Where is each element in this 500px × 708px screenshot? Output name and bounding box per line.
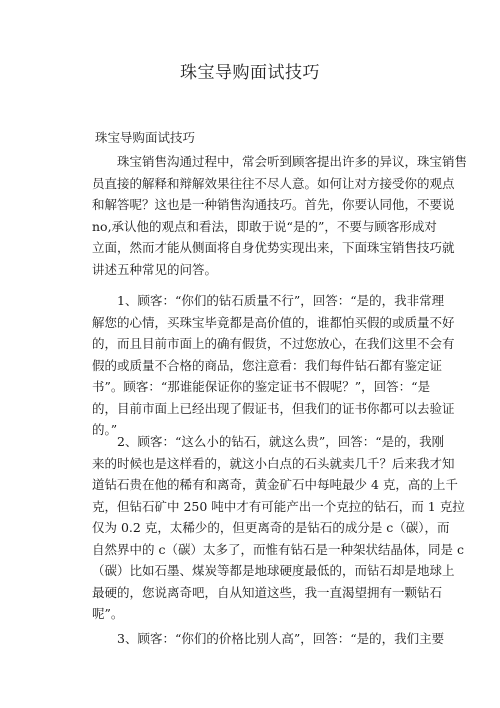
text-line: 道钻石贵在他的稀有和离奇，黄金矿石中每吨最少 4 克，高的上千 [92,477,458,492]
text-line: 呢”。 [92,606,124,621]
text-line: 来的时候也是这样看的，就这小白点的石头就卖几千？后来我才知 [92,455,455,471]
text-line: 的，而且目前市面上的确有假货，不过您放心，在我们这里不会有 [92,336,455,351]
text-line: 的。” [92,422,118,437]
text-line: 解您的心情，买珠宝毕竟都是高价值的，谁都怕买假的或质量不好 [92,314,455,330]
page-title: 珠宝导购面试技巧 [180,63,320,83]
document-subtitle: 珠宝导购面试技巧 [95,130,196,145]
paragraph-qa-2 [92,431,465,625]
text-line: 假的或质量不合格的商品，您注意看：我们每件钻石都有鉴定证 [92,357,443,373]
text-line: 立面，然而才能从侧面将自身优势实现出来，下面珠宝销售技巧就 [92,240,455,255]
text-line: 最硬的，您说离奇吧，自从知道这些，我一直渴望拥有一颗钻石 [92,584,443,600]
text-line: （碳）比如石墨、煤炭等都是地球硬度最低的，而钻石却是地球上 [92,563,455,578]
text-line: 员直接的解释和辩解效果往往不尽人意。如何让对方接受你的观点 [92,175,455,191]
text-line: 自然界中的 c（碳）太多了，而惟有钻石是一种架状结晶体，同是 c [92,541,464,557]
text-line: 仅为 0.2 克，太稀少的，但更离奇的是钻石的成分是 c（碳），而 [92,520,450,535]
text-line: 书”。顾客：“那谁能保证你的鉴定证书不假呢？”，回答：“是 [92,379,431,394]
text-line: 的，目前市面上已经出现了假证书，但我们的证书你都可以去验证 [92,400,455,416]
text-line: 1、顾客：“你们的钻石质量不行”，回答：“是的，我非常理 [92,293,445,308]
text-line: 和解答呢？这也是一种销售沟通技巧。首先，你要认同他，不要说 [92,197,455,212]
text-line: 讲述五种常见的问答。 [92,261,218,277]
text-line: no,承认他的观点和看法，即敢于说“是的”，不要与顾客形成对 [92,218,437,234]
paragraph-qa-3 [92,628,445,650]
paragraph-intro [92,151,468,280]
paragraph-qa-1 [92,290,455,441]
text-line: 珠宝销售沟通过程中，常会听到顾客提出许多的异议，珠宝销售 [92,154,468,169]
text-line: 3、顾客：“你们的价格比别人高”，回答：“是的，我们主要 [92,631,445,646]
text-line: 克，但钻石矿中 250 吨中才有可能产出一个克拉的钻石，而 1 克拉 [92,498,465,514]
text-line: 2、顾客：“这么小的钻石，就这么贵”，回答：“是的，我刚 [92,434,445,449]
